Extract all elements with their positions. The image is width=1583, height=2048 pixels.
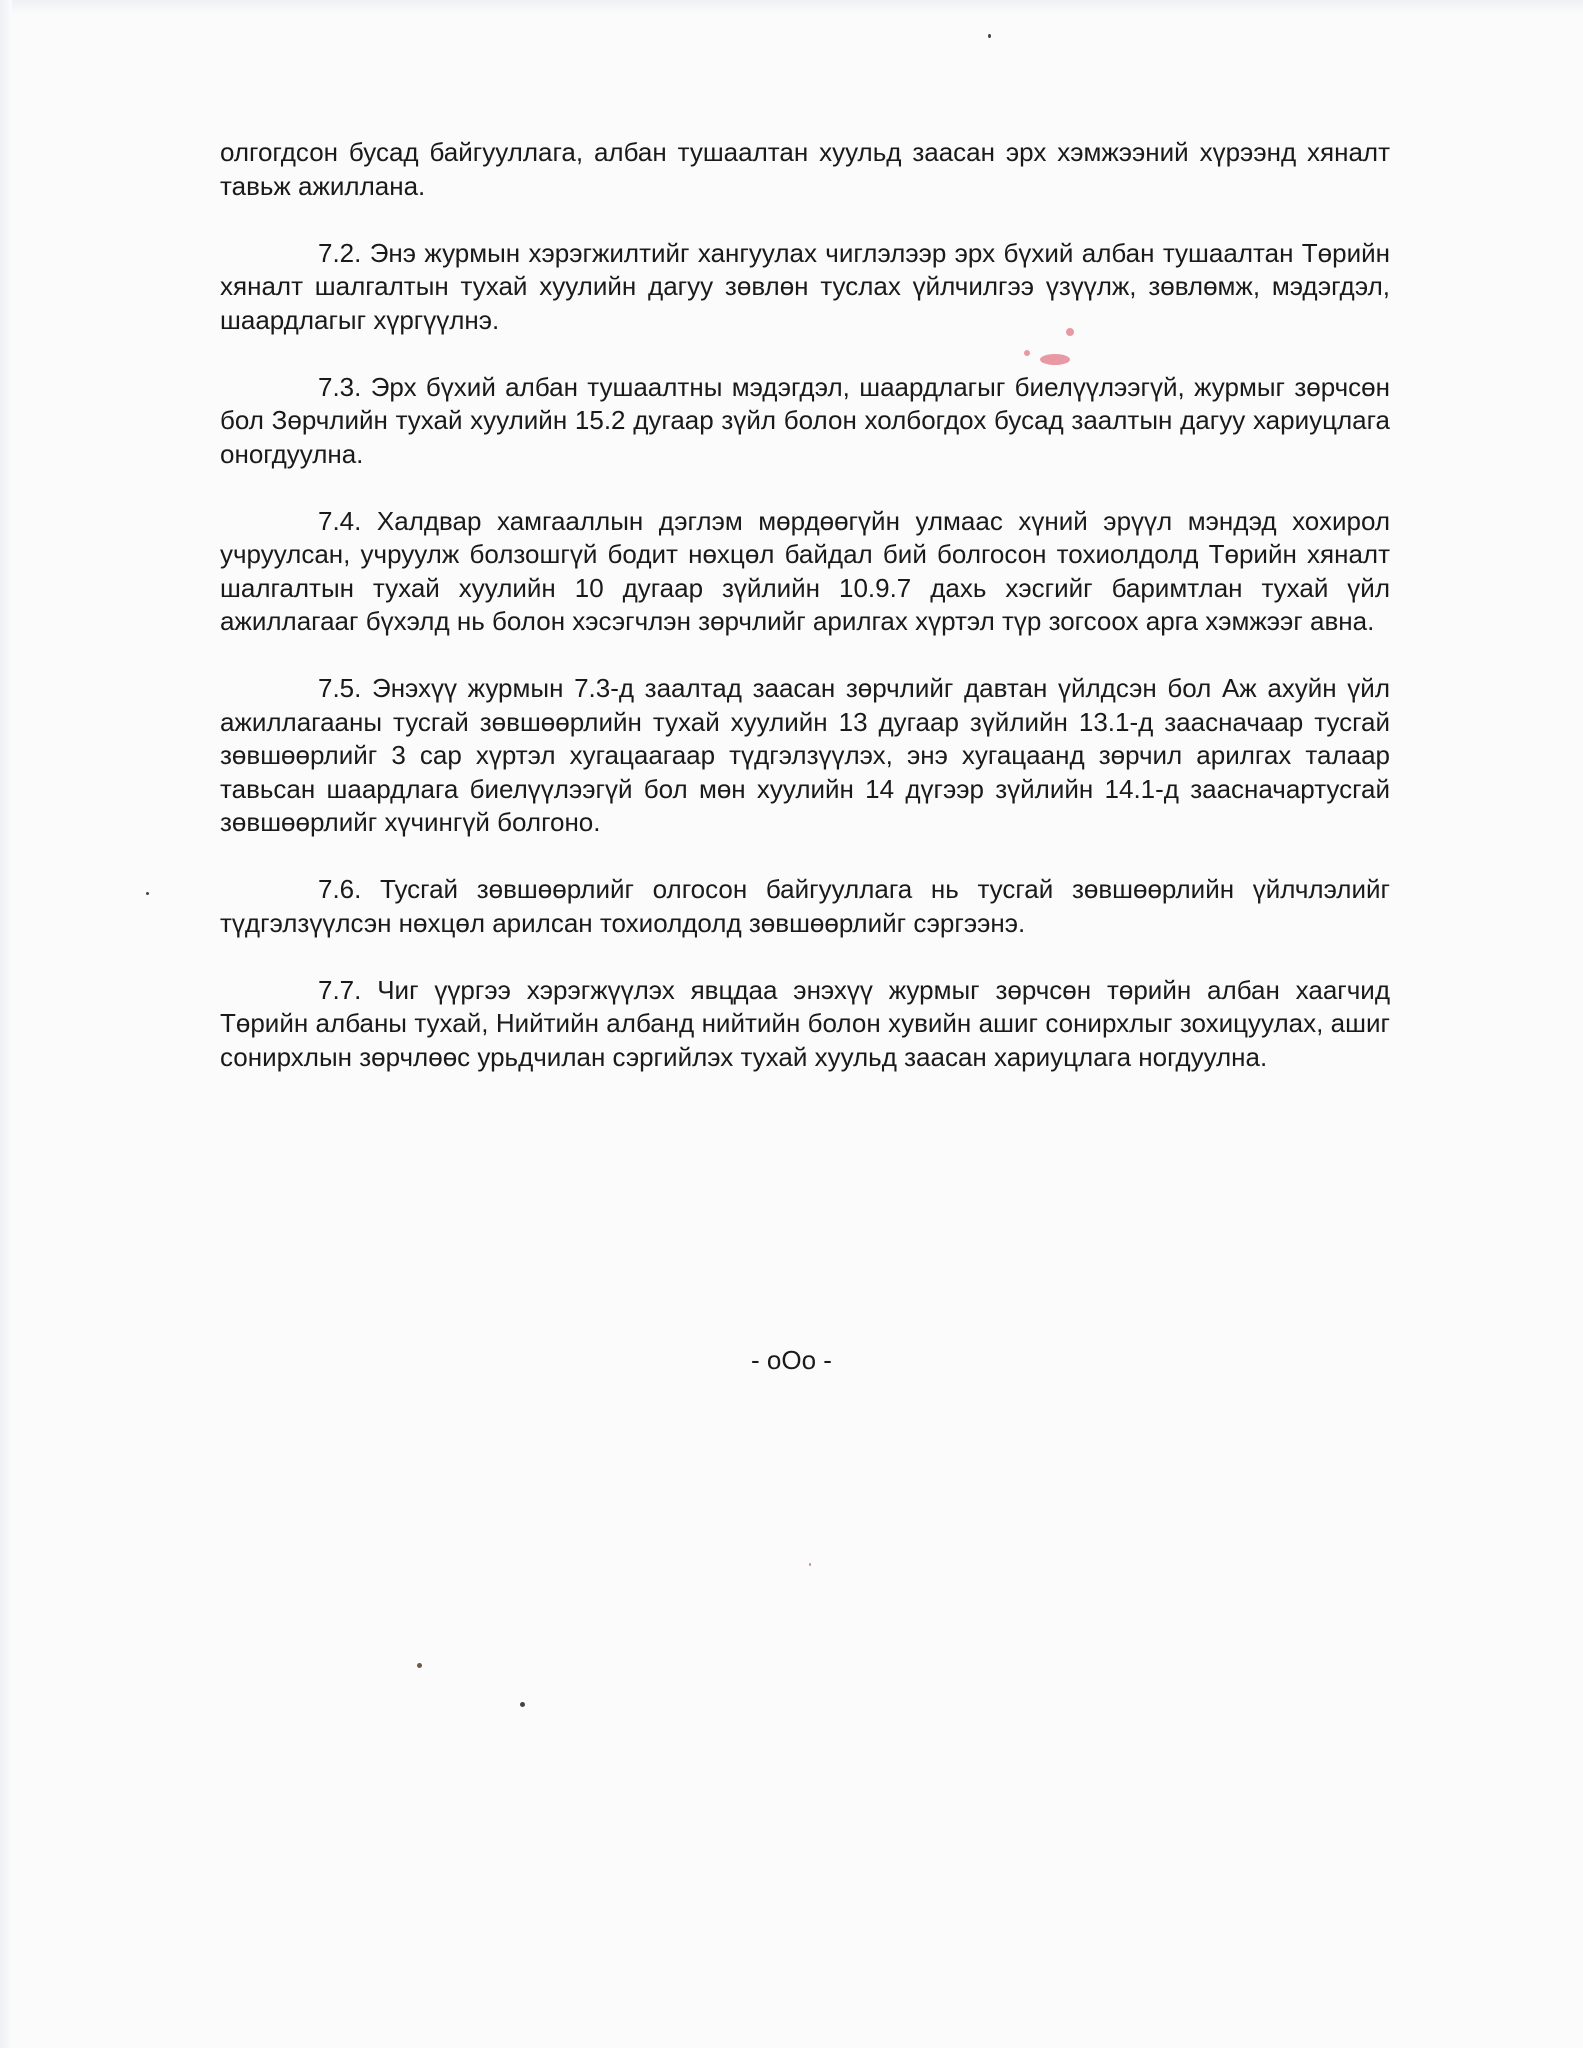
- paragraph-7-6: 7.6. Тусгай зөвшөөрлийг олгосон байгууллага нь тусгай зөвшөөрлийн үйлчлэлийг түдгэлзүүлсэн нөхцөл арилсан тохиолдолд зөвшөөрлийг сэргээнэ.: [220, 874, 1390, 938]
- paragraph-7-7: 7.7. Чиг үүргээ хэрэгжүүлэх явцдаа энэхүү журмыг зөрчсөн төрийн албан хаагчид Төрийн албаны тухай, Нийтийн албанд нийтийн болон хувийн ашиг сонирхлыг зохицуулах, ашиг сонирхлын зөрчлөөс урьдчилан сэргийлэх тухай хуульд заасан хариуцлага ногдуулна.: [220, 974, 1390, 1072]
- scan-speck: [146, 892, 149, 895]
- stamp-trace-dot: [1040, 354, 1070, 365]
- document-body: [220, 136, 1390, 1108]
- paragraph-7-5: 7.5. Энэхүү журмын 7.3-д заалтад заасан зөрчлийг давтан үйлдсэн бол Аж ахуйн үйл ажиллагааны тусгай зөвшөөрлийн тухай хуулийн 13 дугаар зүйлийн 13.1-д заасначаар тусгай зөвшөөрлийг 3 сар хүртэл хугацаагаар түдгэлзүүлэх, энэ хугацаанд зөрчил арилгах талаар тавьсан шаардлага биелүүлээгүй бол мөн хуулийн 14 дүгээр зүйлийн 14.1-д заасначартусгай зөвшөөрлийг хүчингүй болгоно.: [220, 673, 1390, 837]
- paragraph-7-4: 7.4. Халдвар хамгааллын дэглэм мөрдөөгүйн улмаас хүний эрүүл мэндэд хохирол учруулсан, учруулж болзошгүй бодит нөхцөл байдал бий болгосон тохиолдолд Төрийн хяналт шалгалтын тухай хуулийн 10 дугаар зүйлийн 10.9.7 дахь хэсгийг баримтлан тухай үйл ажиллагааг бүхэлд нь болон хэсэгчлэн зөрчлийг арилгах хүртэл түр зогсоох арга хэмжээг авна.: [220, 505, 1390, 636]
- paragraph-7-3: 7.3. Эрх бүхий албан тушаалтны мэдэгдэл, шаардлагыг биелүүлээгүй, журмыг зөрчсөн бол Зөрчлийн тухай хуулийн 15.2 дугаар зүйл болон холбогдох бусад заалтын дагуу хариуцлага оногдуулна.: [220, 371, 1390, 469]
- scan-speck: [809, 1563, 811, 1566]
- paragraph-continuation: олгогдсон бусад байгууллага, албан тушаалтан хуульд заасан эрх хэмжээний хүрээнд хяналт тавьж ажиллана.: [220, 137, 1390, 201]
- stamp-trace-dot: [1066, 328, 1074, 336]
- scan-speck: [988, 34, 991, 38]
- paragraph-7-2: 7.2. Энэ журмын хэрэгжилтийг хангуулах чиглэлээр эрх бүхий албан тушаалтан Төрийн хяналт шалгалтын тухай хуулийн дагуу зөвлөн туслах үйлчилгээ үзүүлж, зөвлөмж, мэдэгдэл, шаардлагыг хүргүүлнэ.: [220, 237, 1390, 335]
- scan-shadow-top: [0, 0, 1583, 14]
- scan-shadow-left: [0, 0, 12, 2048]
- scan-speck: [417, 1663, 422, 1668]
- closing-mark: - oOo -: [751, 1345, 832, 1375]
- scan-speck: [520, 1702, 525, 1707]
- stamp-trace-dot: [1024, 350, 1030, 356]
